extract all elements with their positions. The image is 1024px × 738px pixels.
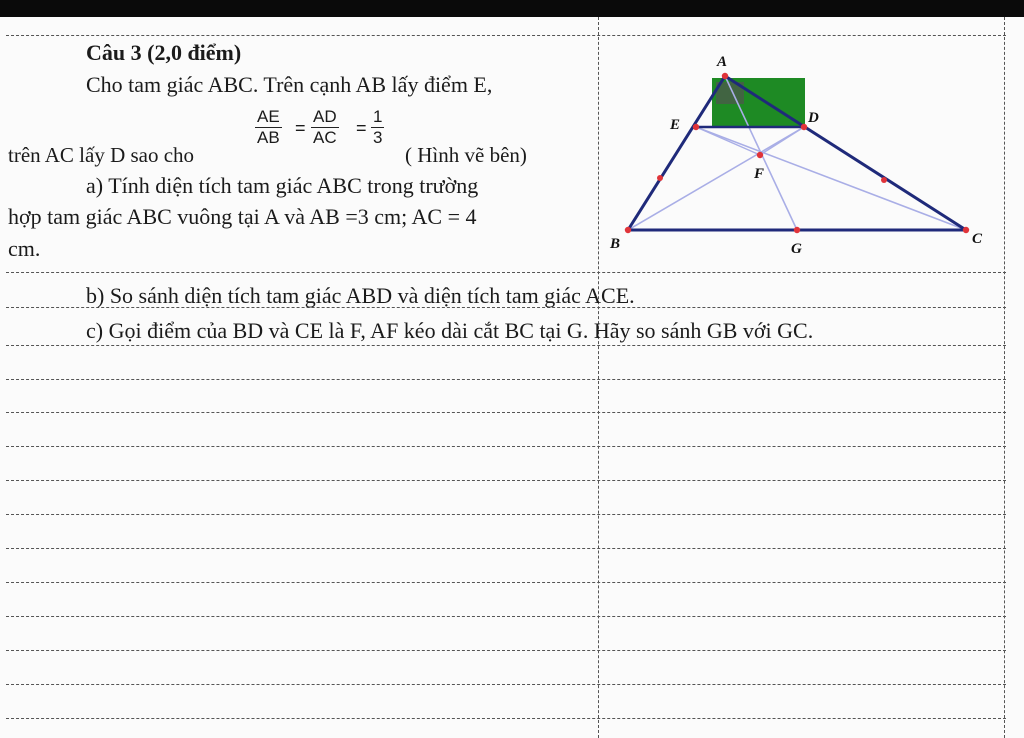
point-c (963, 227, 969, 233)
fraction-denominator: AC (313, 128, 337, 147)
equals-sign: = (356, 118, 367, 138)
midpoint-ac (881, 177, 887, 183)
fraction-denominator: 3 (373, 128, 383, 147)
intro-line-2-prefix: trên AC lấy D sao cho (8, 143, 195, 167)
label-b: B (610, 236, 621, 252)
midpoint-ab (657, 175, 663, 181)
fraction-numerator: AE (257, 107, 280, 126)
point-f (757, 152, 763, 158)
point-g (794, 227, 800, 233)
segment-df (760, 127, 804, 155)
segment-bd (628, 127, 804, 230)
label-e: E (670, 117, 681, 133)
part-b: b) So sánh diện tích tam giác ABD và diện tích tam giác ACE. (86, 283, 635, 308)
label-f: F (754, 166, 765, 182)
part-a-line-2: hợp tam giác ABC vuông tại A và AB =3 cm; AC = 4 (8, 204, 477, 229)
point-e (693, 124, 699, 130)
label-d: D (808, 110, 819, 126)
point-d (801, 124, 807, 130)
intro-line-2-suffix: ( Hình vẽ bên) (405, 143, 527, 167)
label-g: G (791, 241, 802, 257)
point-a (722, 73, 728, 79)
label-a: A (717, 54, 728, 70)
fraction-numerator: 1 (373, 107, 383, 126)
part-c: c) Gọi điểm của BD và CE là F, AF kéo dài cắt BC tại G. Hãy so sánh GB với GC. (86, 318, 814, 343)
fraction-numerator: AD (313, 107, 337, 126)
point-b (625, 227, 631, 233)
part-a-line-3: cm. (8, 236, 41, 261)
fraction-denominator: AB (257, 128, 280, 147)
label-c: C (972, 231, 983, 247)
equals-sign: = (295, 118, 306, 138)
intro-line-1: Cho tam giác ABC. Trên cạnh AB lấy điểm E, (86, 72, 493, 97)
question-title: Câu 3 (2,0 điểm) (86, 40, 242, 65)
part-a-line-1: a) Tính diện tích tam giác ABC trong trường (86, 173, 479, 198)
